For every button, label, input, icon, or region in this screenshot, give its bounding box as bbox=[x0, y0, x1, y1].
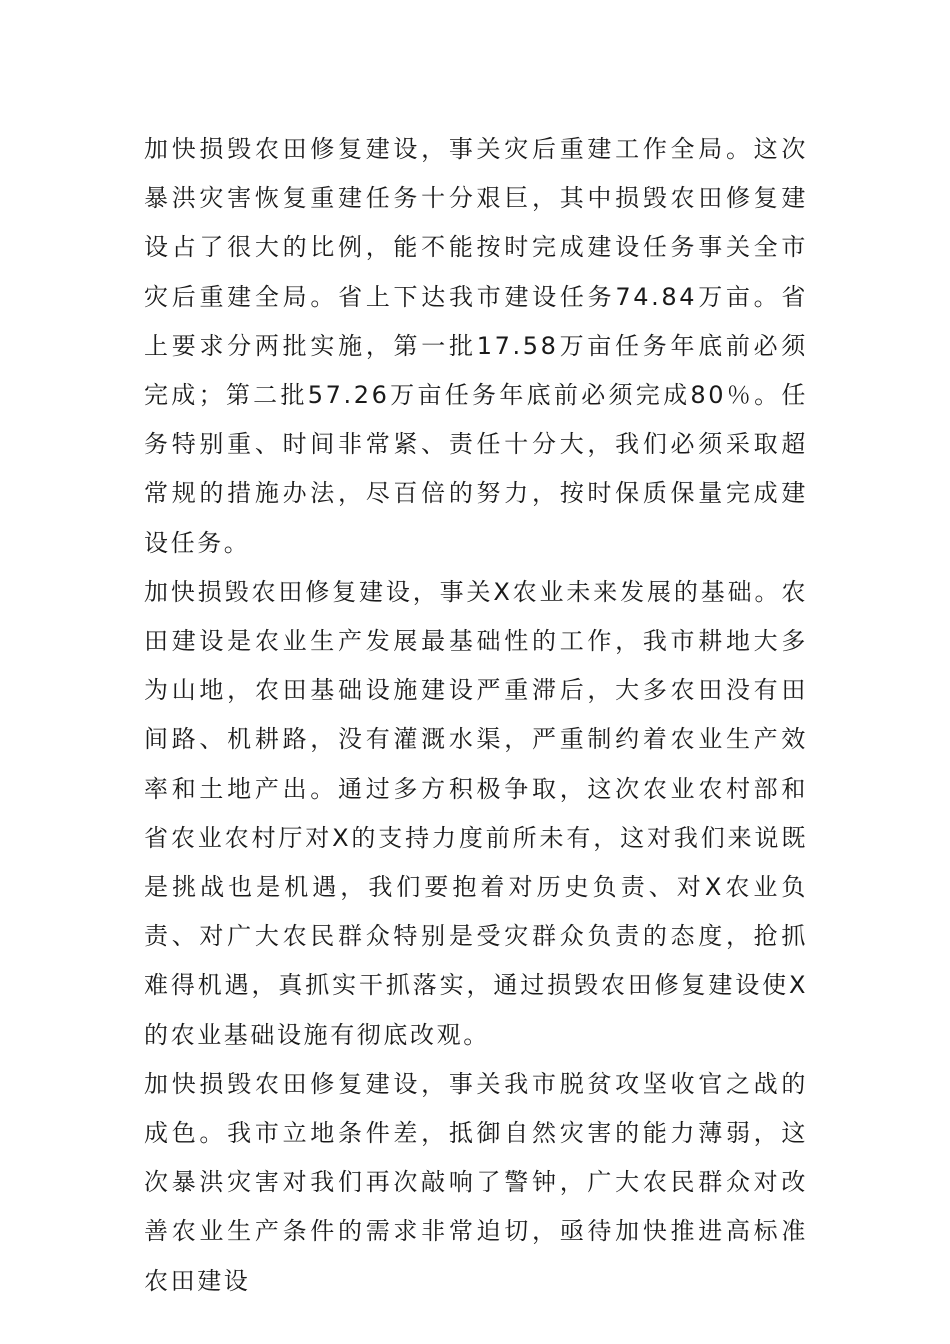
paragraph-agriculture-foundation: 加快损毁农田修复建设，事关X农业未来发展的基础。农田建设是农业生产发展最基础性的工作，我市耕地大多为山地，农田基础设施建设严重滞后，大多农田没有田间路、机耕路，没有灌溉水渠，严重制约着农业生产效率和土地产出。通过多方积极争取，这次农业农村部和省农业农村厅对X的支持力度前所未有，这对我们来说既是挑战也是机遇，我们要抱着对历史负责、对X农业负责、对广大农民群众特别是受灾群众负责的态度，抢抓难得机遇，真抓实干抓落实，通过损毁农田修复建设使X的农业基础设施有彻底改观。 bbox=[144, 577, 808, 1049]
paragraph-poverty-alleviation: 加快损毁农田修复建设，事关我市脱贫攻坚收官之战的成色。我市立地条件差，抵御自然灾害的能力薄弱，这次暴洪灾害对我们再次敲响了警钟，广大农民群众对改善农业生产条件的需求非常迫切，亟待加快推进高标准农田建设 bbox=[144, 1069, 808, 1295]
document-body bbox=[144, 125, 808, 1306]
paragraph-disaster-reconstruction: 加快损毁农田修复建设，事关灾后重建工作全局。这次暴洪灾害恢复重建任务十分艰巨，其中损毁农田修复建设占了很大的比例，能不能按时完成建设任务事关全市灾后重建全局。省上下达我市建设任务74.84万亩。省上要求分两批实施，第一批17.58万亩任务年底前必须完成；第二批57.26万亩任务年底前必须完成80％。任务特别重、时间非常紧、责任十分大，我们必须采取超常规的措施办法，尽百倍的努力，按时保质保量完成建设任务。 bbox=[144, 135, 808, 557]
